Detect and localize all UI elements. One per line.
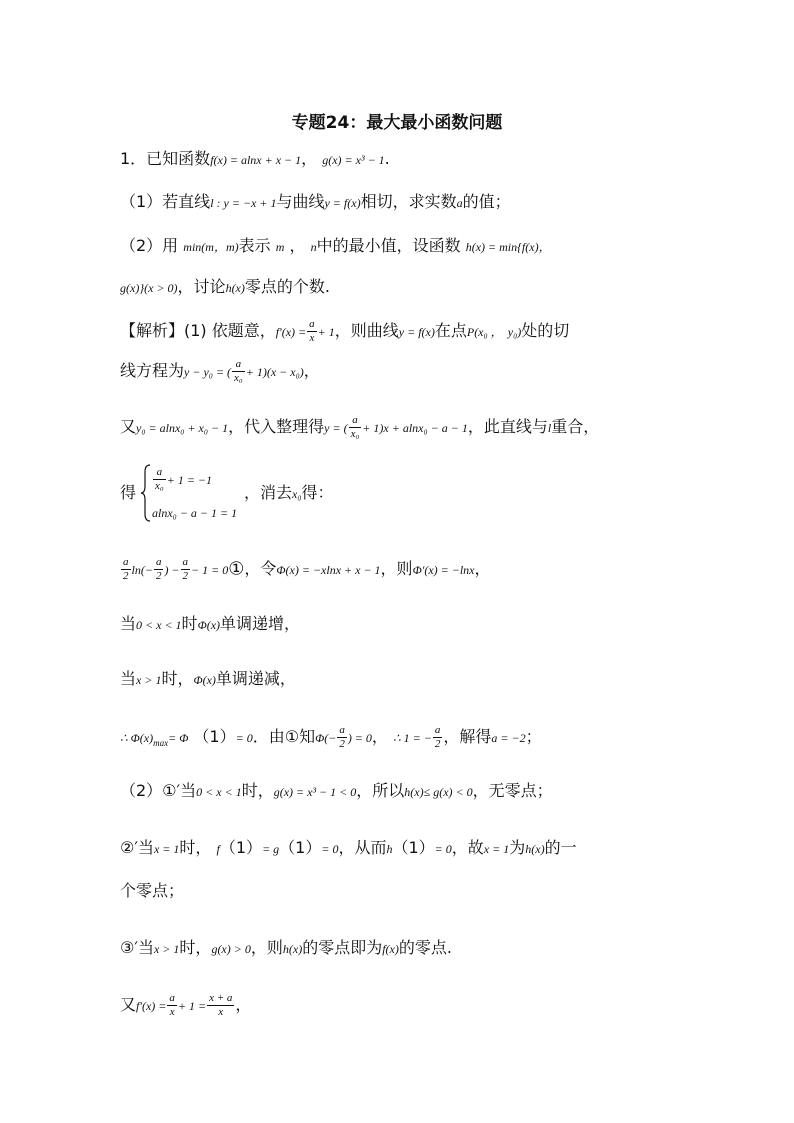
- g-neg: g(x) = x³ − 1 < 0: [273, 785, 357, 799]
- sol-l12-b: 时，: [179, 938, 212, 957]
- frac-den: 2: [434, 738, 441, 750]
- point-P: P(x₀ ，: [466, 325, 503, 339]
- var-l: l: [547, 421, 552, 435]
- tangent-eq-1: y − y₀ = (: [184, 365, 232, 379]
- eq-zero-2: ) = 0: [347, 731, 372, 745]
- sys-suffix-c: 得：: [301, 483, 334, 502]
- sol-curve: y = f(x): [398, 325, 435, 339]
- line-eq-1: y = (: [324, 421, 348, 435]
- frac-den: 2: [182, 570, 189, 582]
- frac-num: a: [155, 556, 162, 568]
- frac-num: a: [123, 556, 129, 568]
- sol-l2-end: ，: [303, 361, 320, 380]
- sol-l9-b: 时，: [241, 781, 274, 800]
- sol-l10-b: 时，: [179, 838, 212, 857]
- sol-l9-a: （2）①′当: [120, 781, 197, 800]
- f-prime: f′(x) =: [136, 999, 167, 1013]
- arg-one: （1）: [279, 838, 322, 857]
- part1-text-d: 的值；: [462, 192, 511, 211]
- y0-def: y₀ = alnx₀ + x₀ − 1: [136, 421, 229, 435]
- eq-g: = g: [262, 842, 280, 856]
- fraction-xa-over-x: [207, 992, 234, 1019]
- phi: Φ(x): [193, 673, 216, 687]
- fraction-a-over-x0: [232, 358, 245, 385]
- sol-l1-b: ，则曲线: [334, 321, 399, 340]
- part2-comma: ，: [289, 236, 306, 255]
- frac-den: x₀: [155, 480, 164, 492]
- sol-l5-b: ，令: [244, 559, 277, 578]
- circled-one: ①: [228, 558, 245, 580]
- system-eq-2: [152, 502, 237, 521]
- var-m: m: [275, 240, 285, 254]
- eq-zero: = 0: [235, 731, 253, 745]
- h-definition: h(x) = min{f(x)，: [465, 240, 551, 254]
- sol-l1-d: 处的切: [521, 321, 570, 340]
- part2-text-e: ，讨论: [177, 277, 226, 296]
- line-eq-2: + 1)x + alnx₀ − a − 1: [362, 421, 468, 435]
- part1-text-b: 与曲线: [276, 192, 325, 211]
- part1-text-a: （1）若直线: [120, 192, 211, 211]
- tangent-eq-2: + 1)(x − x₀): [245, 365, 304, 379]
- sol-l12-d: 的零点即为: [302, 938, 383, 957]
- frac-den: 2: [155, 570, 162, 582]
- line-l: l : y = −x + 1: [210, 196, 277, 210]
- range-gt-1: x > 1: [136, 673, 162, 687]
- h-sym: h: [386, 842, 393, 856]
- sol-l8-g: ，: [371, 727, 388, 746]
- solution-line-1: [120, 318, 569, 345]
- sol-l6-b: 时: [181, 614, 198, 633]
- frac-num: x + a: [209, 992, 233, 1004]
- q1-sep: ，: [301, 149, 318, 168]
- range-0-1: 0 < x < 1: [196, 785, 242, 799]
- fraction-a-over-2: [154, 556, 164, 583]
- h-definition-cont: g(x)}(x > 0): [120, 281, 178, 295]
- solution-line-10: [120, 838, 577, 859]
- sys-suffix: [244, 480, 334, 503]
- sol-l7-c: 单调递减，: [215, 669, 296, 688]
- part-1: [120, 192, 511, 213]
- frac-num: a: [182, 556, 189, 568]
- part2-text-a: （2）用: [120, 236, 179, 255]
- sol-l9-d: ，无零点；: [472, 781, 553, 800]
- curve-f: y = f(x): [324, 196, 361, 210]
- sol-l2-a: 线方程为: [120, 361, 185, 380]
- sol-l10-e: ，从而: [338, 838, 387, 857]
- sol-l13-a: 又: [120, 995, 137, 1014]
- equation-system: [120, 464, 360, 524]
- sol-l3-d: 重合，: [551, 417, 600, 436]
- f-prime: f′(x) =: [275, 325, 307, 339]
- sol-l11: 个零点；: [120, 881, 185, 900]
- solution-line-5: [120, 556, 491, 583]
- phi-prime: Φ′(x) = −lnx: [412, 563, 475, 577]
- sol-l10-h: 为: [509, 838, 526, 857]
- frac-num: a: [349, 414, 362, 428]
- sol-l8-i: ，解得: [443, 727, 492, 746]
- solution-line-3: [120, 414, 599, 441]
- therefore: ∴ 1 = −: [393, 731, 432, 745]
- frac-num: a: [169, 992, 175, 1004]
- ln-part: ln(−: [131, 563, 153, 577]
- solution-line-9: [120, 781, 553, 802]
- ln-mid: ) −: [164, 563, 180, 577]
- solution-line-12: [120, 938, 452, 959]
- solution-line-8: [120, 724, 542, 753]
- part2-text-d: 中的最小值，设函数: [316, 236, 461, 255]
- eq-tail: − 1 = 0: [191, 563, 229, 577]
- eq-phi: = Φ: [168, 731, 189, 745]
- sol-l6-a: 当: [120, 614, 137, 633]
- frac-num: a: [339, 724, 345, 736]
- range-gt-1: x > 1: [153, 942, 180, 956]
- phi: Φ(x): [197, 618, 221, 632]
- point-y0: y₀): [507, 325, 522, 339]
- system-eq-1-tail: + 1 = −1: [166, 473, 213, 487]
- frac-den: x₀: [234, 372, 243, 384]
- frac-num: a: [232, 358, 245, 372]
- frac-den: x: [218, 1006, 224, 1018]
- f-definition: f(x) = alnx + x − 1: [210, 153, 302, 167]
- sol-l7-b: 时，: [161, 669, 194, 688]
- arg-one: （1）: [193, 727, 236, 746]
- f-prime-tail: + 1: [317, 325, 335, 339]
- sol-l3-a: 又: [120, 417, 137, 436]
- q1-end: .: [384, 149, 390, 168]
- part-2: [120, 236, 551, 257]
- system-eq-1: [152, 466, 212, 493]
- sol-l5-d: ，: [474, 559, 491, 578]
- frac-den: x: [169, 1006, 175, 1018]
- sol-l1-c: 在点: [434, 321, 467, 340]
- var-x0: x₀: [292, 487, 302, 501]
- frac-den: x₀: [350, 428, 360, 440]
- fraction-a-over-x: [167, 992, 177, 1019]
- g-pos: g(x) > 0: [211, 942, 251, 956]
- phi-def: Φ(x) = −xlnx + x − 1: [276, 563, 381, 577]
- sol-l7-a: 当: [120, 669, 137, 688]
- var-a: a: [456, 196, 463, 210]
- part2-text-f: 零点的个数.: [244, 277, 330, 296]
- fraction-a-over-x0: [153, 466, 166, 493]
- system-eq-2-text: alnx₀ − a − 1 = 1: [152, 506, 238, 520]
- frac-den: 2: [339, 738, 345, 750]
- eq-zero: = 0: [321, 842, 339, 856]
- frac-num: a: [153, 466, 166, 480]
- sol-l8-e: ．由①知: [252, 727, 316, 746]
- sys-suffix-a: ，消去: [244, 483, 293, 502]
- page-title: 专题24：最大最小函数问题: [291, 113, 503, 133]
- sol-l5-c: ，则: [380, 559, 413, 578]
- h-of-x: h(x): [525, 842, 545, 856]
- part-2-cont: [120, 277, 330, 298]
- arg-one: （1）: [392, 838, 435, 857]
- f-of-x: f(x): [382, 942, 399, 956]
- fraction-a-over-x: [307, 318, 317, 345]
- g-definition: g(x) = x³ − 1: [322, 153, 385, 167]
- solution-line-11: [120, 881, 184, 901]
- sol-l13-end: ，: [235, 995, 252, 1014]
- sol-l9-c: ，所以: [356, 781, 405, 800]
- sol-l12-c: ，则: [250, 938, 283, 957]
- fraction-a-over-2: [337, 724, 347, 751]
- phi-neg: Φ(−: [315, 731, 337, 745]
- solution-line-13: [120, 992, 251, 1019]
- sol-l10-i: 的一: [544, 838, 577, 857]
- q1-lead: 1．已知函数: [120, 149, 211, 168]
- phi-max: ∴ Φ(x): [120, 731, 154, 745]
- fraction-a-over-2: [181, 556, 191, 583]
- fraction-a-over-x0: [349, 414, 362, 441]
- x-eq-1: x = 1: [153, 842, 180, 856]
- arg-one: （1）: [219, 838, 263, 857]
- h-of-x: h(x): [282, 942, 303, 956]
- le-g: ≤ g(x) < 0: [423, 785, 473, 799]
- h-of-x: h(x): [225, 281, 245, 295]
- solution-line-7: [120, 669, 296, 690]
- var-n: n: [310, 240, 317, 254]
- result-a: a = −2: [491, 731, 526, 745]
- sys-prefix: 得: [120, 483, 137, 502]
- sol-l8-j: ；: [525, 727, 542, 746]
- h-of-x: h(x): [404, 785, 424, 799]
- solution-line-2: [120, 358, 320, 385]
- brace-icon: [140, 464, 152, 522]
- fraction-a-over-2: [121, 556, 131, 583]
- sol-l3-c: ，此直线与: [467, 417, 548, 436]
- fraction-a-over-2: [433, 724, 443, 751]
- part2-text-b: 表示: [238, 236, 271, 255]
- max-subscript: max: [153, 738, 169, 749]
- frac-num: a: [309, 318, 315, 330]
- sol-l10-a: ②′当: [120, 838, 154, 857]
- solution-line-6: [120, 614, 300, 635]
- plus-one-eq: + 1 =: [177, 999, 207, 1013]
- sol-l12-a: ③′当: [120, 938, 154, 957]
- range-0-1: 0 < x < 1: [136, 618, 182, 632]
- frac-den: 2: [123, 570, 129, 582]
- min-notation: min(m，m): [183, 240, 239, 254]
- frac-den: x: [309, 332, 315, 344]
- eq-zero: = 0: [434, 842, 452, 856]
- solution-label: 【解析】(1) 依题意，: [120, 321, 276, 340]
- x-eq-1: x = 1: [483, 842, 510, 856]
- f-sym: f: [216, 842, 220, 856]
- sol-l6-c: 单调递增，: [220, 614, 301, 633]
- frac-num: a: [434, 724, 441, 736]
- sol-l10-g: ，故: [451, 838, 484, 857]
- part1-text-c: 相切，求实数: [360, 192, 457, 211]
- sol-l3-b: ，代入整理得: [228, 417, 325, 436]
- sol-l12-e: 的零点.: [398, 938, 452, 957]
- question-1: [120, 149, 390, 170]
